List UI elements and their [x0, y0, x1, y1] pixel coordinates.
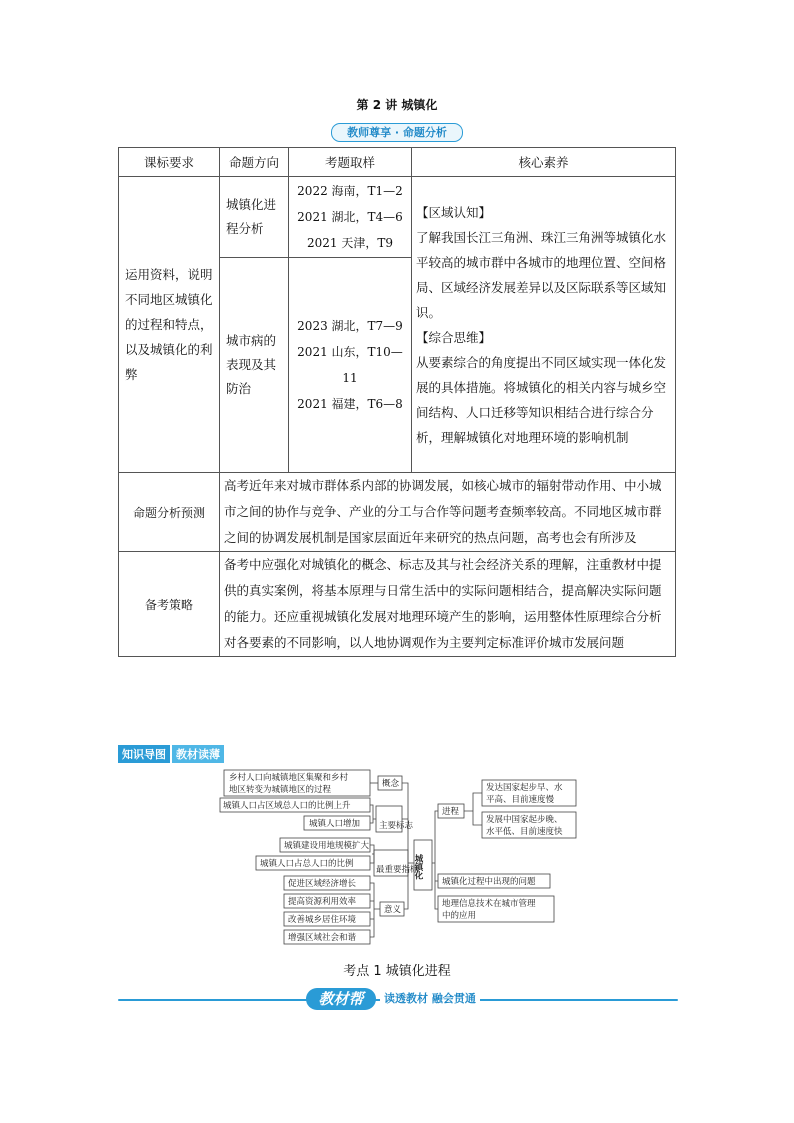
mindmap-sign-item: 城镇建设用地规模扩大 [284, 841, 370, 851]
mindmap-indicator-item: 城镇人口占总人口的比例 [260, 859, 354, 869]
mind-map [218, 768, 580, 950]
literacy-text-1: 了解我国长江三角洲、珠江三角洲等城镇化水平较高的城市群中各城市的地理位置、空间格局、区域经济发展差异以及区际联系等区域知识。 [416, 229, 667, 320]
mindmap-concept-item: 地区转变为城镇地区的过程 [229, 785, 332, 795]
table-header-row [119, 148, 676, 177]
table-row [119, 177, 676, 258]
table-row [119, 552, 676, 657]
tag-textbook: 教材读薄 [172, 745, 224, 763]
samples-cell-2 [289, 258, 412, 473]
direction-cell-2: 城市病的表现及其防治 [220, 258, 289, 473]
mindmap-gis-line: 中的应用 [442, 911, 477, 921]
sample-item: 2023 湖北，T7—9 [297, 319, 403, 333]
literacy-text-2: 从要素综合的角度提出不同区域实现一体化发展的具体措施。将城镇化的相关内容与城乡空间结构、人口迁移等知识相结合进行综合分析，理解城镇化对地理环境的影响机制 [416, 354, 667, 445]
mindmap-developing-line: 发展中国家起步晚、 [486, 815, 563, 825]
mindmap-meaning-item: 提高资源利用效率 [288, 897, 357, 907]
sample-item: 2021 山东，T10—11 [297, 345, 403, 385]
strategy-text: 备考中应强化对城镇化的概念、标志及其与社会经济关系的理解，注重教材中提供的真实案例，将基本原理与日常生活中的实际问题相结合，提高解决实际问题的能力。还应重视城镇化发展对地理环境产生的影响，运用整体性原理综合分析对各要素的不同影响，以人地协调观作为主要判定标准评价城市发展问题 [220, 552, 676, 657]
header-literacy: 核心素养 [412, 148, 676, 177]
mindmap-node-indicator: 最重要指标 [376, 865, 419, 875]
analysis-table [118, 147, 676, 657]
literacy-cell [412, 177, 676, 473]
header-direction: 命题方向 [220, 148, 289, 177]
mindmap-gis-line: 地理信息技术在城市管理 [442, 899, 536, 909]
mindmap-meaning-item: 促进区域经济增长 [288, 879, 357, 889]
mindmap-center: 城镇化 [413, 854, 423, 880]
mindmap-developing-line: 水平低、目前速度快 [486, 827, 563, 837]
mindmap-meaning-item: 增强区域社会和谐 [288, 933, 357, 943]
mindmap-node-sign: 主要标志 [379, 821, 414, 831]
table-row [119, 473, 676, 552]
teacher-badge: 教师尊享 · 命题分析 [331, 123, 463, 142]
mindmap-sign-item: 城镇人口占区域总人口的比例上升 [223, 801, 351, 811]
sample-item: 2021 湖北，T4—6 [297, 210, 403, 224]
tag-knowledge-map: 知识导图 [118, 745, 170, 763]
header-samples: 考题取样 [289, 148, 412, 177]
mindmap-sign-item: 城镇人口增加 [309, 819, 361, 829]
mindmap-node-meaning: 意义 [384, 905, 402, 915]
page-title: 第 2 讲 城镇化 [356, 98, 438, 112]
mindmap-process-label: 进程 [442, 807, 460, 817]
requirement-cell: 运用资料，说明不同地区城镇化的过程和特点，以及城镇化的利弊 [119, 177, 220, 473]
samples-cell-1 [289, 177, 412, 258]
direction-cell-1: 城镇化进程分析 [220, 177, 289, 258]
banner-sub: 读透教材 融会贯通 [380, 990, 480, 1008]
textbook-banner [118, 988, 678, 1012]
mindmap-meaning-item: 改善城乡居住环境 [288, 915, 357, 925]
strategy-label: 备考策略 [119, 552, 220, 657]
mindmap-concept-item: 乡村人口向城镇地区集聚和乡村 [229, 773, 349, 783]
literacy-heading-1: 【区域认知】 [416, 204, 492, 220]
banner-main: 教材帮 [306, 988, 376, 1010]
forecast-label: 命题分析预测 [119, 473, 220, 552]
section-tags [118, 745, 224, 763]
literacy-heading-2: 【综合思维】 [416, 329, 492, 345]
sample-item: 2021 福建，T6—8 [297, 397, 403, 411]
forecast-text: 高考近年来对城市群体系内部的协调发展，如核心城市的辐射带动作用、中小城市之间的协作与竞争、产业的分工与合作等问题考查频率较高。不同地区城市群之间的协调发展机制是国家层面近年来研究的热点问题，高考也会有所涉及 [220, 473, 676, 552]
mindmap-node-concept: 概念 [382, 779, 400, 789]
mindmap-developed-line: 发达国家起步早、水 [486, 783, 563, 793]
header-requirement: 课标要求 [119, 148, 220, 177]
kaodian-heading: 考点 1 城镇化进程 [343, 964, 451, 979]
mindmap-problems: 城镇化过程中出现的问题 [442, 877, 536, 887]
mindmap-developed-line: 平高、目前速度慢 [486, 795, 555, 805]
sample-item: 2021 天津，T9 [307, 236, 393, 250]
sample-item: 2022 海南，T1—2 [297, 184, 403, 198]
